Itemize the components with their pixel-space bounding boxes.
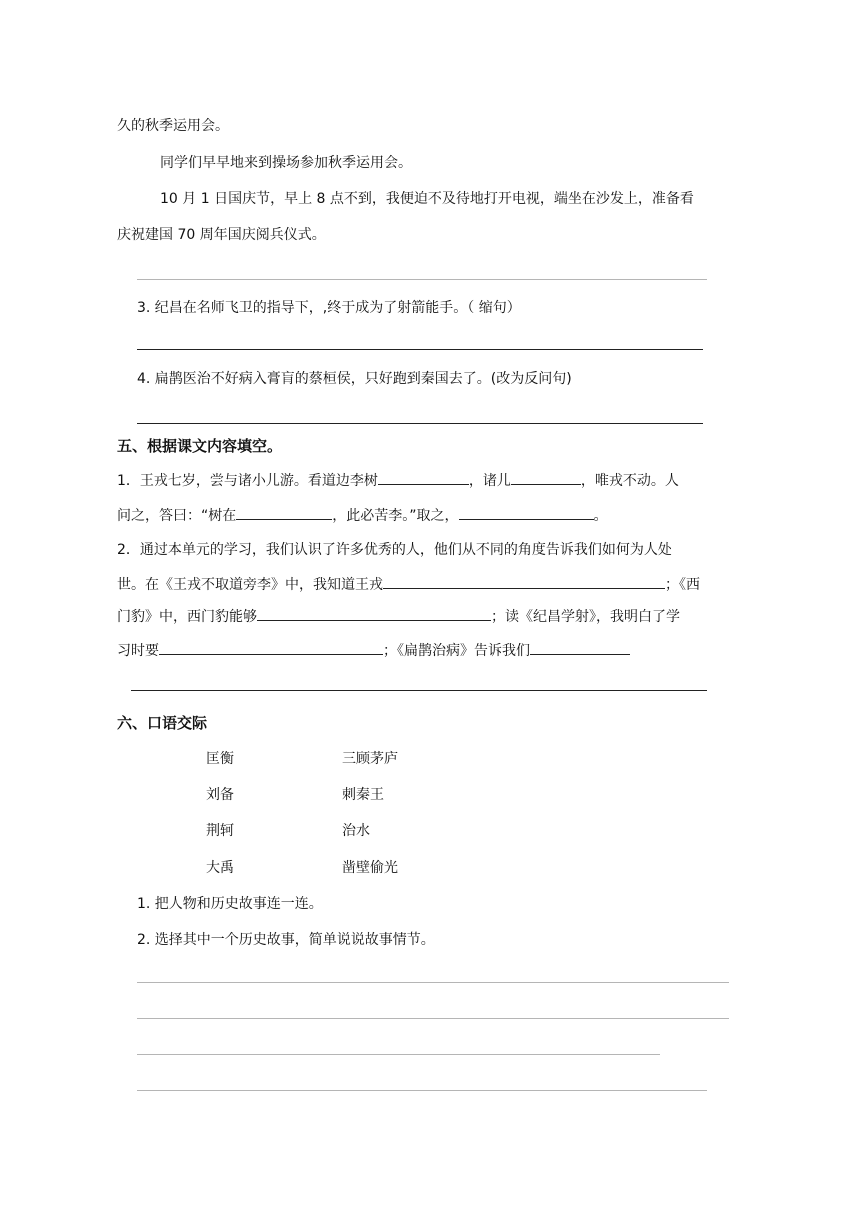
answer-line[interactable] <box>137 349 703 350</box>
text-segment: 问之，答曰：“树在 <box>117 508 237 524</box>
blank[interactable] <box>511 470 581 485</box>
answer-line[interactable] <box>137 423 703 424</box>
text-line: 同学们早早地来到操场参加秋季运用会。 <box>160 155 412 171</box>
fill-in-question-2-line-4 <box>117 640 630 661</box>
answer-line[interactable] <box>137 279 707 280</box>
oral-question-1: 1. 把人物和历史故事连一连。 <box>137 896 323 912</box>
question-4: 4. 扁鹊医治不好病入膏肓的蔡桓侯，只好跑到秦国去了。(改为反问句) <box>137 371 572 387</box>
story-name[interactable]: 刺秦王 <box>342 787 384 803</box>
blank[interactable] <box>236 505 332 520</box>
text-line: 10 月 1 日国庆节，早上 8 点不到，我便迫不及待地打开电视，端坐在沙发上，准备看 <box>160 191 694 207</box>
text-segment: ，此必苦李。”取之， <box>332 508 459 524</box>
text-segment: ；《西 <box>665 577 700 593</box>
story-name[interactable]: 治水 <box>342 823 370 839</box>
answer-line[interactable] <box>137 1054 660 1055</box>
person-name[interactable]: 荆轲 <box>206 823 234 839</box>
blank[interactable] <box>159 640 383 655</box>
blank[interactable] <box>459 505 594 520</box>
text-segment: ；读《纪昌学射》，我明白了学 <box>491 609 680 625</box>
answer-line[interactable] <box>137 1018 729 1019</box>
text-line: 庆祝建国 70 周年国庆阅兵仪式。 <box>117 227 326 243</box>
text-segment: 习时要 <box>117 643 159 659</box>
blank[interactable] <box>530 640 630 655</box>
text-segment: 门豹》中，西门豹能够 <box>117 609 257 625</box>
person-name[interactable]: 大禹 <box>206 860 234 876</box>
blank[interactable] <box>257 606 491 621</box>
section-6-title: 六、口语交际 <box>117 714 208 732</box>
blank[interactable] <box>378 470 469 485</box>
text-segment: ，诸儿 <box>468 473 511 489</box>
text-segment: 1．王戎七岁，尝与诸小儿游。看道边李树 <box>117 473 378 489</box>
answer-line[interactable] <box>137 1090 707 1091</box>
fill-in-question-2-line-3 <box>117 606 680 627</box>
text-segment: 世。在《王戎不取道旁李》中，我知道王戎 <box>117 577 383 593</box>
text-line: 久的秋季运用会。 <box>117 118 229 134</box>
fill-in-question-1-line-1 <box>117 470 679 491</box>
section-5-title: 五、根据课文内容填空。 <box>117 437 283 455</box>
answer-line[interactable] <box>137 982 729 983</box>
story-name[interactable]: 凿壁偷光 <box>342 860 398 876</box>
person-name[interactable]: 匡衡 <box>206 751 234 767</box>
oral-question-2: 2. 选择其中一个历史故事，简单说说故事情节。 <box>137 932 435 948</box>
text-segment: ；《扁鹊治病》告诉我们 <box>383 643 530 659</box>
story-name[interactable]: 三顾茅庐 <box>342 751 398 767</box>
question-3: 3. 纪昌在名师飞卫的指导下，,终于成为了射箭能手。（ 缩句） <box>137 300 521 316</box>
answer-line[interactable] <box>131 690 707 691</box>
person-name[interactable]: 刘备 <box>206 787 234 803</box>
fill-in-question-2-line-2 <box>117 574 700 595</box>
fill-in-question-1-line-2 <box>117 505 608 526</box>
fill-in-question-2-line-1: 2．通过本单元的学习，我们认识了许多优秀的人，他们从不同的角度告诉我们如何为人处 <box>117 542 672 558</box>
text-segment: 。 <box>593 508 608 524</box>
text-segment: ，唯戎不动。人 <box>580 473 679 489</box>
blank[interactable] <box>383 574 665 589</box>
